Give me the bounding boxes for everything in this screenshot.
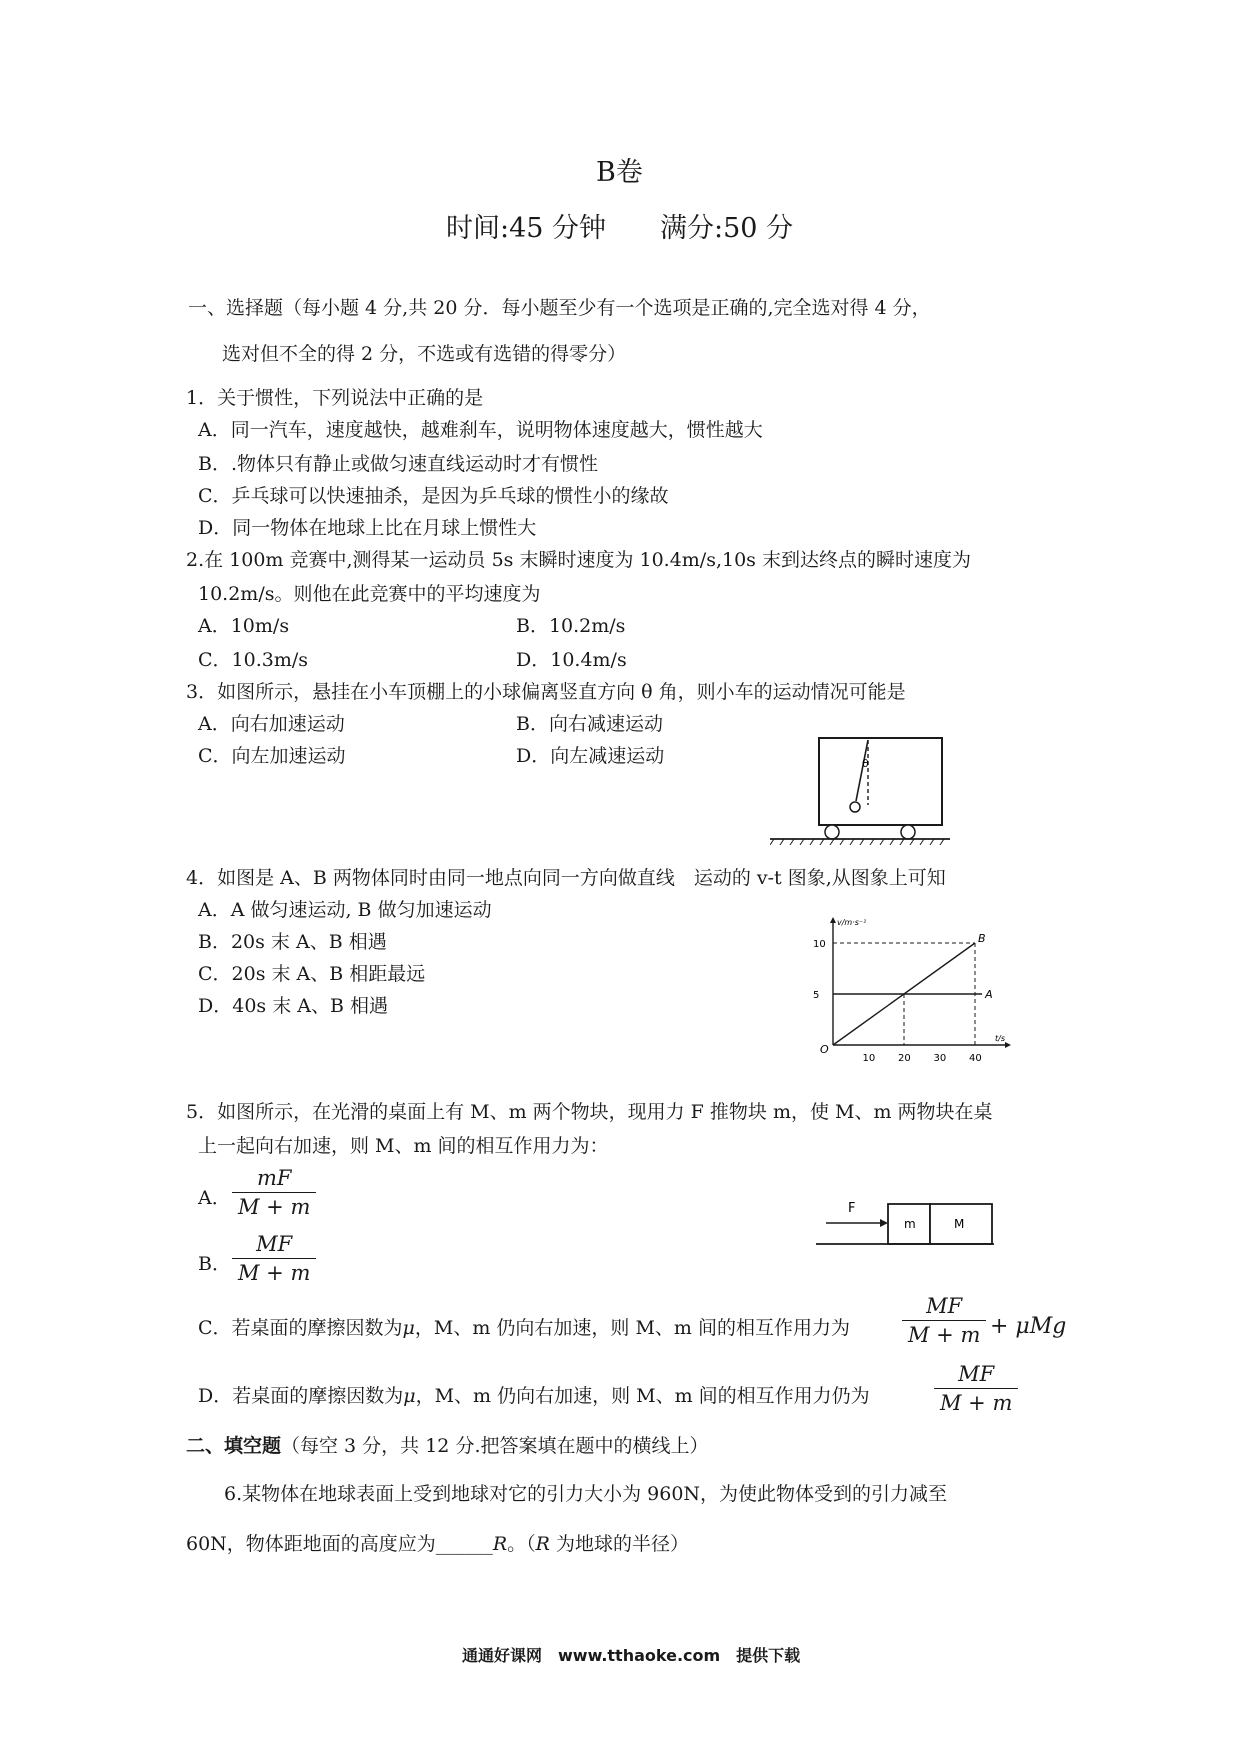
mu-symbol: μ	[403, 1385, 416, 1407]
fraction-numerator: MF	[926, 1294, 963, 1318]
section1-heading-line1: 一、选择题（每小题 4 分,共 20 分．每小题至少有一个选项是正确的,完全选对得 4 分，	[188, 297, 931, 319]
q5-option-c	[198, 1316, 850, 1340]
x-tick-label: 40	[969, 1053, 982, 1064]
q1-option-b: B．.物体只有静止或做匀速直线运动时才有惯性	[198, 453, 599, 475]
q3-stem: 3．如图所示，悬挂在小车顶棚上的小球偏离竖直方向 θ 角，则小车的运动情况可能是	[186, 681, 906, 703]
q5-option-c-text2: ，M、m 仍向右加速，则 M、m 间的相互作用力为	[414, 1317, 850, 1339]
q5-stem-line1: 5．如图所示，在光滑的桌面上有 M、m 两个物块，现用力 F 推物块 m，使 M、m 两物块在桌	[186, 1101, 993, 1123]
fraction-numerator: MF	[256, 1232, 293, 1256]
force-label: F	[848, 1201, 856, 1216]
q5-option-d-text2: ，M、m 仍向右加速，则 M、m 间的相互作用力仍为	[415, 1385, 870, 1407]
q1-option-d: D．同一物体在地球上比在月球上惯性大	[198, 517, 537, 539]
x-axis-label: t/s	[995, 1034, 1005, 1043]
fraction-denominator: M + m	[238, 1195, 311, 1219]
fraction-denominator: M + m	[908, 1323, 981, 1347]
q5-option-d-text: D．若桌面的摩擦因数为	[198, 1385, 404, 1407]
block-big-label: M	[954, 1217, 965, 1231]
q1-option-a: A．同一汽车，速度越快，越难刹车，说明物体速度越大，惯性越大	[198, 419, 763, 441]
section2-heading	[186, 1434, 708, 1458]
blocks-figure	[812, 1190, 997, 1252]
q3-option-d: D．向左减速运动	[516, 745, 665, 767]
q4-option-d: D．40s 末 A、B 相遇	[198, 995, 388, 1017]
q2-stem-line2: 10.2m/s。则他在此竞赛中的平均速度为	[198, 583, 541, 605]
section2-heading-rest: （每空 3 分，共 12 分.把答案填在题中的横线上）	[281, 1435, 709, 1457]
q5-option-c-fraction	[902, 1294, 986, 1347]
y-axis-arrow	[830, 917, 836, 923]
x-axis-arrow	[1005, 1042, 1011, 1048]
cart-wheel-left	[825, 825, 839, 839]
q2-option-d: D．10.4m/s	[516, 649, 627, 671]
q3-option-b: B．向右减速运动	[516, 713, 663, 735]
q6-radius-symbol-2: R	[535, 1533, 550, 1555]
q4-stem: 4．如图是 A、B 两物体同时由同一地点向同一方向做直线 运动的 v-t 图象,从图象上可知	[186, 867, 946, 889]
q6-line2-a: 60N，物体距地面的高度应为______	[186, 1533, 493, 1555]
q5-option-d-fraction	[934, 1362, 1018, 1415]
y-tick-label: 5	[813, 990, 820, 1001]
section2-heading-bold: 二、填空题	[186, 1435, 282, 1457]
fraction-numerator: MF	[958, 1362, 995, 1386]
fraction-denominator: M + m	[238, 1261, 311, 1285]
fraction-denominator: M + m	[940, 1391, 1013, 1415]
exam-title: B卷	[596, 157, 643, 188]
q3-option-a: A．向右加速运动	[198, 713, 345, 735]
x-tick-label: 20	[898, 1053, 911, 1064]
q5-stem-line2: 上一起向右加速，则 M、m 间的相互作用力为：	[198, 1135, 609, 1157]
q5-option-d	[198, 1384, 870, 1408]
q5-option-b-fraction	[232, 1232, 316, 1285]
cart-pendulum-figure	[770, 735, 960, 845]
q2-option-c: C．10.3m/s	[198, 649, 309, 671]
q5-option-c-text: C．若桌面的摩擦因数为	[198, 1317, 403, 1339]
q6-line1: 6.某物体在地球表面上受到地球对它的引力大小为 960N，为使此物体受到的引力减至	[224, 1483, 948, 1505]
theta-label: θ	[862, 757, 869, 770]
footer-text: 通通好课网 www.tthaoke.com 提供下载	[462, 1646, 801, 1665]
q6-line2-c: 为地球的半径）	[549, 1533, 689, 1555]
mu-symbol: μ	[402, 1317, 415, 1339]
q1-option-c: C．乒乓球可以快速抽杀，是因为乒乓球的惯性小的缘故	[198, 485, 669, 507]
x-tick-label: 10	[862, 1053, 876, 1064]
q5-option-a-label: A．	[198, 1187, 231, 1209]
q2-option-b: B．10.2m/s	[516, 615, 626, 637]
q5-option-a-fraction	[232, 1166, 316, 1219]
q4-option-a: A．A 做匀速运动, B 做匀加速运动	[198, 899, 492, 921]
pendulum-ball	[850, 802, 860, 812]
q6-radius-symbol: R	[492, 1533, 508, 1555]
q4-option-b: B．20s 末 A、B 相遇	[198, 931, 387, 953]
q2-option-a: A．10m/s	[198, 615, 290, 637]
force-arrow-head	[880, 1219, 888, 1227]
q1-stem: 1．关于惯性，下列说法中正确的是	[186, 387, 484, 409]
ground-hatching	[770, 839, 944, 845]
q3-option-c: C．向左加速运动	[198, 745, 346, 767]
fraction-numerator: mF	[256, 1166, 292, 1190]
q5-option-b-label: B．	[198, 1253, 231, 1275]
vt-graph	[805, 915, 1015, 1065]
cart-wheel-right	[901, 825, 915, 839]
q2-stem-line1: 2.在 100m 竞赛中,测得某一运动员 5s 末瞬时速度为 10.4m/s,10s 末到达终点的瞬时速度为	[186, 549, 971, 571]
q5-option-c-tail: + μMg	[990, 1314, 1067, 1339]
exam-subtitle: 时间:45 分钟 满分:50 分	[446, 213, 794, 244]
q6-line2	[186, 1532, 689, 1556]
section1-heading-line2: 选对但不全的得 2 分，不选或有选错的得零分）	[222, 343, 627, 365]
q6-line2-b: 。（	[507, 1533, 536, 1555]
x-tick-label: 30	[933, 1053, 947, 1064]
cart-body	[819, 738, 942, 825]
series-a-label: A	[985, 988, 993, 1001]
origin-label: O	[820, 1043, 829, 1056]
block-small-label: m	[904, 1217, 916, 1231]
q4-option-c: C．20s 末 A、B 相距最远	[198, 963, 426, 985]
y-axis-label: v/m·s⁻¹	[837, 918, 867, 927]
series-b-label: B	[978, 932, 986, 945]
y-tick-label: 10	[813, 939, 826, 950]
pendulum-string	[856, 740, 868, 801]
